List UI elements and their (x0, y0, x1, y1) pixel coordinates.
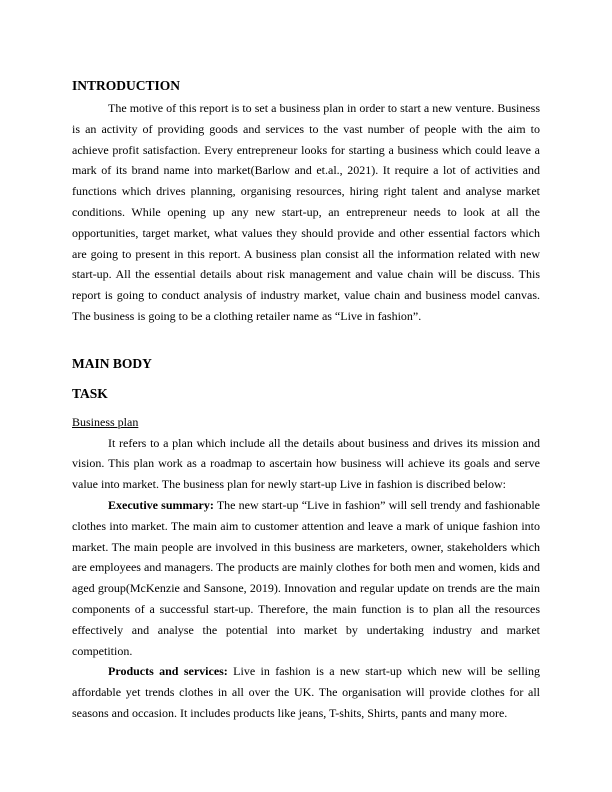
executive-summary-label: Executive summary: (108, 497, 214, 512)
executive-summary-paragraph (72, 495, 540, 661)
business-plan-paragraph: It refers to a plan which include all the details about business and drives its mission and vision. This plan work as a roadmap to ascertain how business will achieve its goals and serve value into market. The business plan for newly start-up Live in fashion is discribed below: (72, 435, 540, 492)
introduction-paragraph: The motive of this report is to set a business plan in order to start a new venture. Business is an activity of providing goods and services to the vast number of people with the aim to achieve profit satisfaction. Every entrepreneur looks for starting a business which could leave a mark of its brand name into market(Barlow and et.al., 2021). It require a lot of activities and functions which drives planning, organising resources, hiring right talent and analyse market conditions. While opening up any new start-up, an entrepreneur needs to look at all the opportunities, target market, what values they should provide and other essential factors which are going to present in this report. A business plan consist all the information related with new start-up. All the essential details about risk management and value chain will be discuss. This report is going to conduct analysis of industry market, value chain and business model canvas. The business is going to be a clothing retailer name as “Live in fashion”. (72, 101, 540, 323)
introduction-heading: INTRODUCTION (72, 78, 181, 93)
main-body-heading: MAIN BODY (72, 355, 152, 371)
document-page (72, 76, 540, 724)
executive-summary-text: The new start-up “Live in fashion” will sell trendy and fashionable clothes into market. The main aim to customer attention and leave a mark of unique fashion into market. The main people are involved in this business are marketers, owner, stakeholders which are employees and managers. The products are mainly clothes for both men and women, kids and aged group(McKenzie and Sansone, 2019). Innovation and regular update on trends are the main components of a successful start-up. Therefore, the main function is to plan all the resources effectively and analyse the potential into market by undertaking industry and market competition. (72, 497, 540, 658)
products-services-text: Live in fashion is a new start-up which new will be selling affordable yet trends clothes in all over the UK. The organisation will provide clothes for all seasons and occasion. It includes products like jeans, T-shits, Shirts, pants and many more. (72, 664, 540, 720)
products-services-paragraph (72, 661, 540, 723)
task-heading: TASK (72, 385, 108, 401)
products-services-label: Products and services: (108, 664, 228, 679)
business-plan-subheading: Business plan (72, 414, 139, 429)
